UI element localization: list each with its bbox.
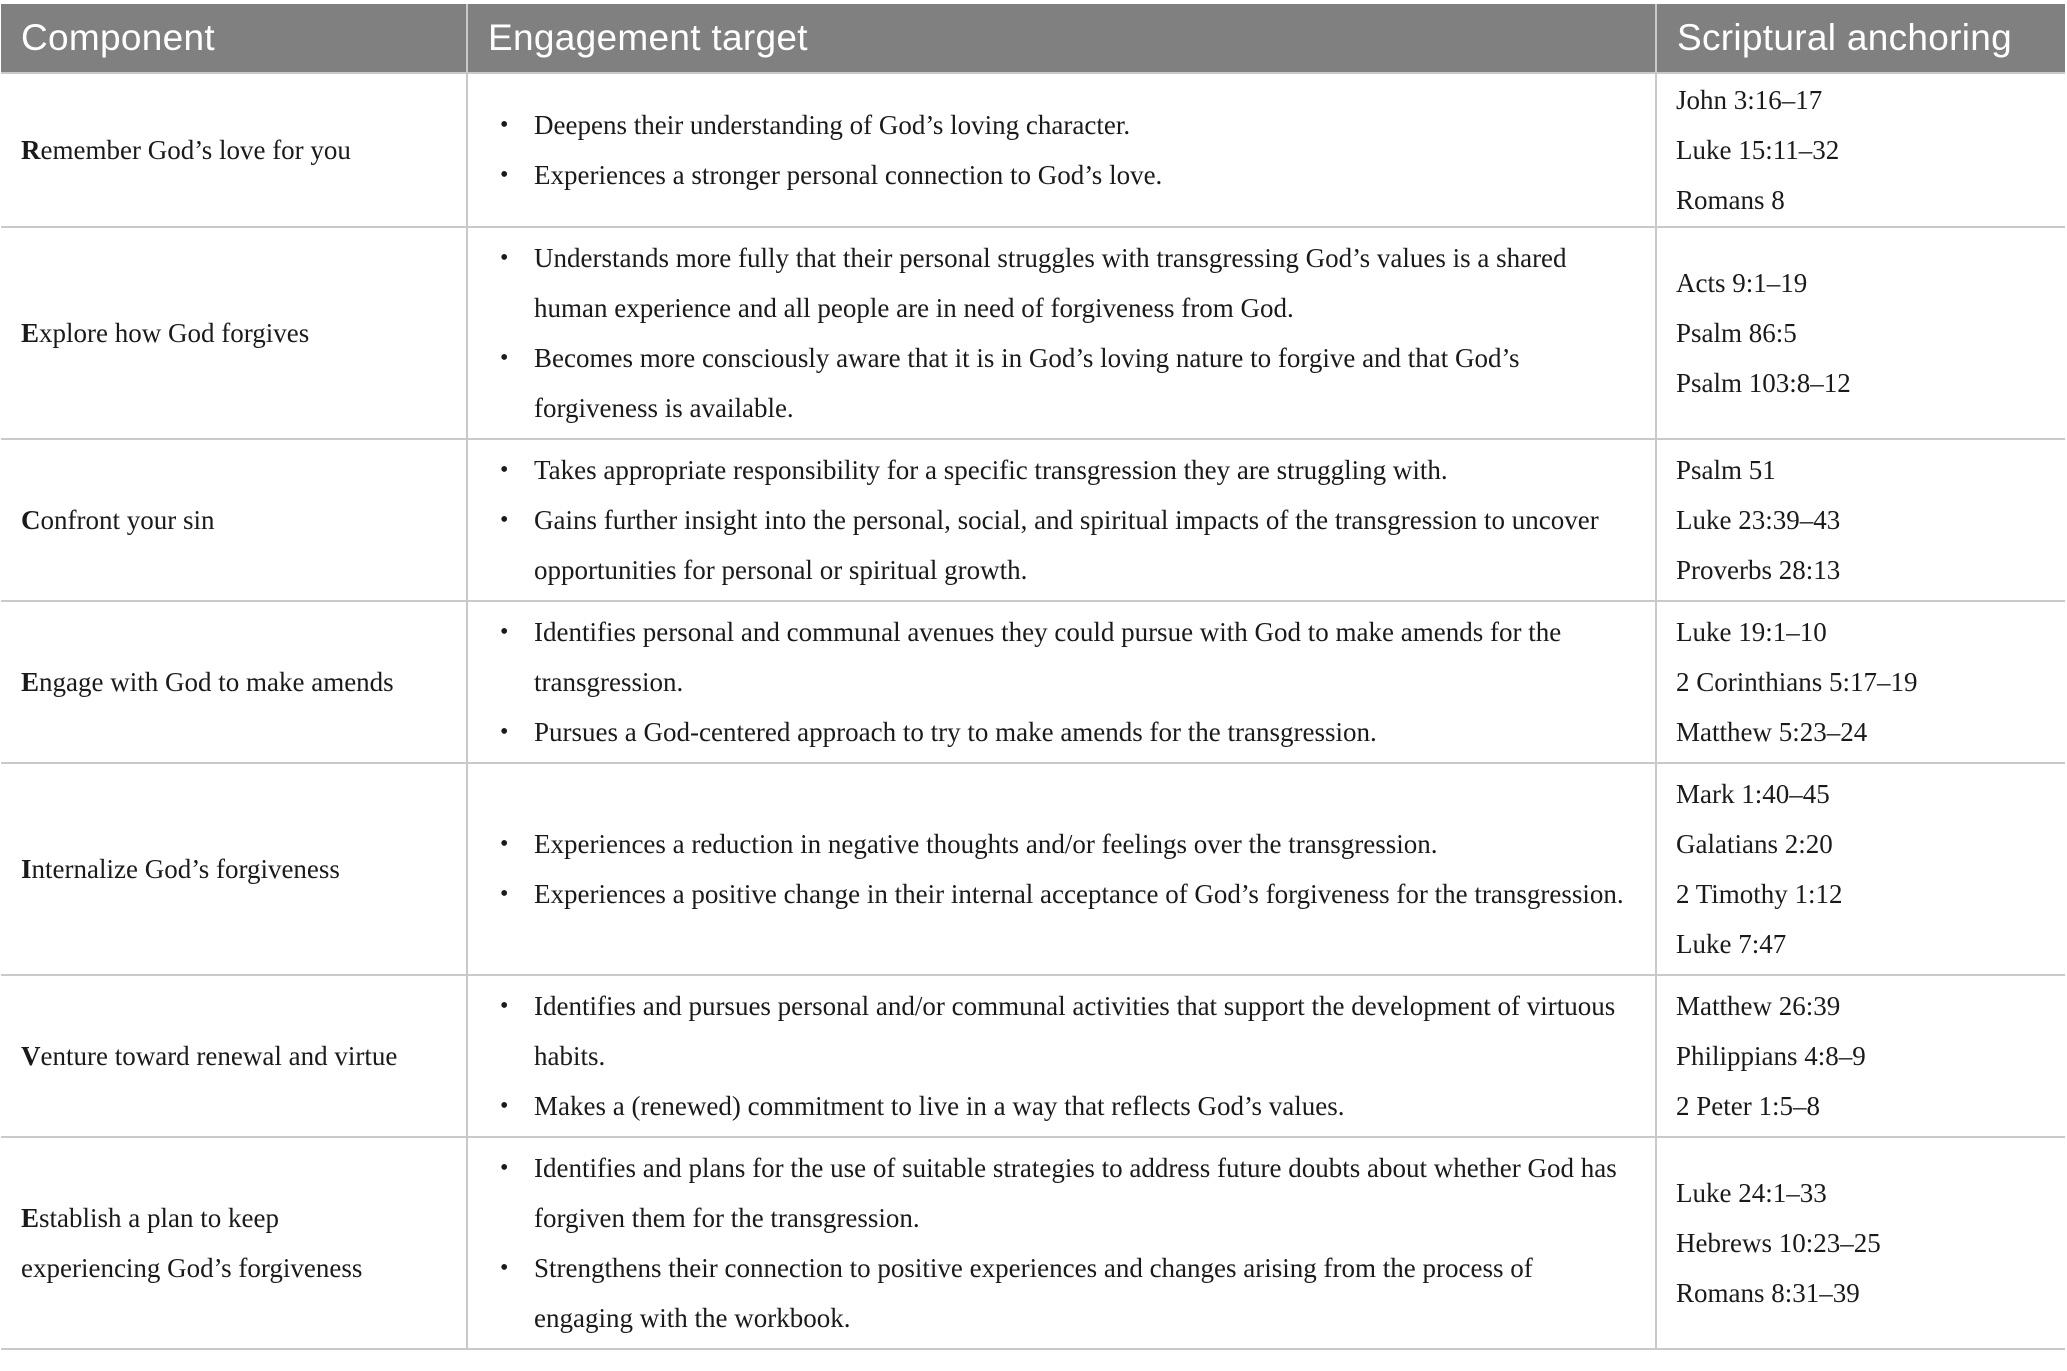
- scripture-cell: [1656, 763, 2065, 975]
- engagement-target-cell: [467, 227, 1656, 439]
- component-cell: [1, 975, 467, 1137]
- table-row: [1, 227, 2065, 439]
- engagement-target-cell: [467, 439, 1656, 601]
- scripture-ref: 2 Peter 1:5–8: [1676, 1091, 1820, 1121]
- engagement-target-cell: [467, 73, 1656, 227]
- component-cell: [1, 439, 467, 601]
- component-cell: [1, 1137, 467, 1349]
- scripture-ref: 2 Timothy 1:12: [1676, 879, 1843, 909]
- component-cell: [1, 763, 467, 975]
- scripture-ref: Matthew 26:39: [1676, 991, 1841, 1021]
- scripture-ref: Luke 15:11–32: [1676, 135, 1840, 165]
- scripture-ref: Luke 23:39–43: [1676, 505, 1841, 535]
- table-row: [1, 975, 2065, 1137]
- header-component: Component: [1, 4, 467, 73]
- scripture-cell: [1656, 73, 2065, 227]
- header-engagement-target: Engagement target: [467, 4, 1656, 73]
- data-table: [1, 4, 2065, 1350]
- target-item: • Identifies and plans for the use of suitable strategies to address future doubts about whether God has forgiven them for the transgression.: [500, 1143, 1635, 1243]
- scripture-ref: Luke 19:1–10: [1676, 617, 1827, 647]
- target-item: • Strengthens their connection to positive experiences and changes arising from the process of engaging with the workbook.: [500, 1243, 1635, 1343]
- scripture-ref: Psalm 103:8–12: [1676, 368, 1851, 398]
- scripture-ref: Mark 1:40–45: [1676, 779, 1830, 809]
- component-text: stablish a plan to keep experiencing God’s forgiveness: [21, 1203, 363, 1283]
- scripture-ref: John 3:16–17: [1676, 85, 1823, 115]
- target-item: • Experiences a positive change in their internal acceptance of God’s forgiveness for the transgression.: [500, 869, 1635, 919]
- component-initial: I: [21, 854, 32, 884]
- table-row: [1, 73, 2065, 227]
- scripture-ref: 2 Corinthians 5:17–19: [1676, 667, 1918, 697]
- component-initial: E: [21, 318, 40, 348]
- target-item: • Pursues a God-centered approach to try to make amends for the transgression.: [500, 707, 1635, 757]
- scripture-ref: Hebrews 10:23–25: [1676, 1228, 1881, 1258]
- target-item: • Understands more fully that their personal struggles with transgressing God’s values is a shared human experience and all people are in need of forgiveness from God.: [500, 233, 1635, 333]
- engagement-target-cell: [467, 975, 1656, 1137]
- scripture-ref: Luke 24:1–33: [1676, 1178, 1827, 1208]
- table-row: [1, 439, 2065, 601]
- component-cell: [1, 601, 467, 763]
- scripture-ref: Proverbs 28:13: [1676, 555, 1841, 585]
- component-text: onfront your sin: [40, 505, 215, 535]
- component-text: ngage with God to make amends: [39, 667, 394, 697]
- header-scriptural-anchoring: Scriptural anchoring: [1656, 4, 2065, 73]
- target-item: • Gains further insight into the personal, social, and spiritual impacts of the transgression to uncover opportunities for personal or spiritual growth.: [500, 495, 1635, 595]
- target-item: • Becomes more consciously aware that it is in God’s loving nature to forgive and that God’s forgiveness is available.: [500, 333, 1635, 433]
- component-text: xplore how God forgives: [39, 318, 310, 348]
- component-text: nternalize God’s forgiveness: [31, 854, 340, 884]
- target-item: • Takes appropriate responsibility for a specific transgression they are struggling with.: [500, 445, 1635, 495]
- scripture-ref: Psalm 86:5: [1676, 318, 1797, 348]
- component-cell: [1, 73, 467, 227]
- table-row: [1, 1137, 2065, 1349]
- target-item: • Makes a (renewed) commitment to live in a way that reflects God’s values.: [500, 1081, 1635, 1131]
- component-initial: R: [21, 135, 41, 165]
- target-item: • Identifies and pursues personal and/or communal activities that support the development of virtuous habits.: [500, 981, 1635, 1081]
- scripture-ref: Psalm 51: [1676, 455, 1776, 485]
- scripture-ref: Philippians 4:8–9: [1676, 1041, 1866, 1071]
- target-item: • Experiences a reduction in negative thoughts and/or feelings over the transgression.: [500, 819, 1635, 869]
- scripture-cell: [1656, 975, 2065, 1137]
- engagement-target-cell: [467, 1137, 1656, 1349]
- scripture-ref: Acts 9:1–19: [1676, 268, 1808, 298]
- engagement-target-cell: [467, 763, 1656, 975]
- scripture-cell: [1656, 1137, 2065, 1349]
- component-initial: E: [21, 667, 40, 697]
- target-item: • Experiences a stronger personal connection to God’s love.: [500, 150, 1635, 200]
- component-text: enture toward renewal and virtue: [40, 1041, 398, 1071]
- table-row: [1, 601, 2065, 763]
- target-item: • Deepens their understanding of God’s loving character.: [500, 100, 1635, 150]
- header-row: [1, 4, 2065, 73]
- component-initial: V: [21, 1041, 41, 1071]
- engagement-target-cell: [467, 601, 1656, 763]
- scripture-ref: Galatians 2:20: [1676, 829, 1833, 859]
- target-item: • Identifies personal and communal avenues they could pursue with God to make amends for the transgression.: [500, 607, 1635, 707]
- scripture-ref: Luke 7:47: [1676, 929, 1787, 959]
- component-initial: C: [21, 505, 41, 535]
- scripture-cell: [1656, 439, 2065, 601]
- table-row: [1, 763, 2065, 975]
- component-text: emember God’s love for you: [40, 135, 351, 165]
- scripture-ref: Romans 8: [1676, 185, 1785, 215]
- scripture-ref: Matthew 5:23–24: [1676, 717, 1868, 747]
- component-cell: [1, 227, 467, 439]
- scripture-cell: [1656, 227, 2065, 439]
- scripture-ref: Romans 8:31–39: [1676, 1278, 1860, 1308]
- component-initial: E: [21, 1203, 40, 1233]
- scripture-cell: [1656, 601, 2065, 763]
